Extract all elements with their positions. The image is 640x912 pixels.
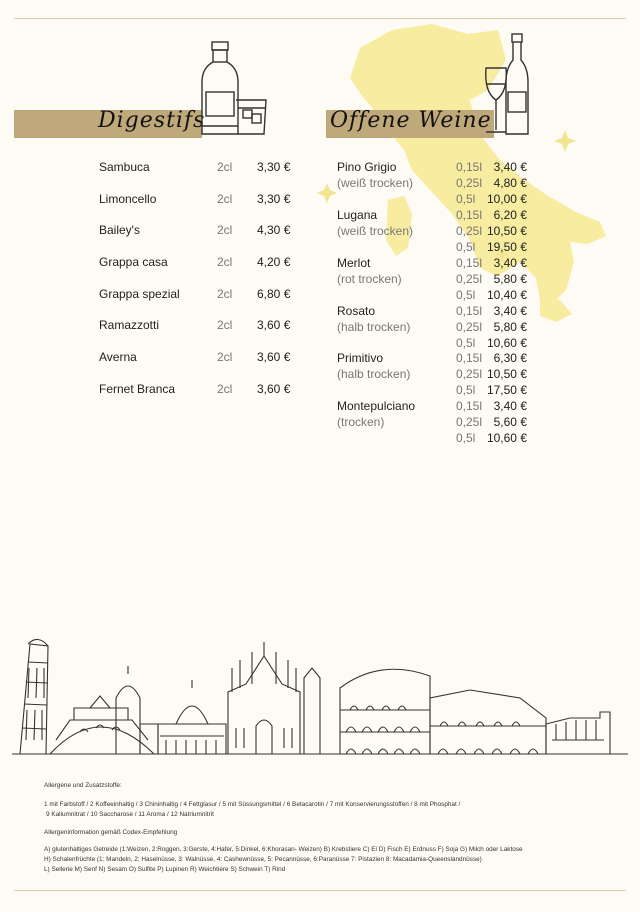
wine-size: 0,25l [456, 176, 483, 190]
wine-size: 0,5l [456, 336, 476, 350]
additives-line: 9 Kaliumnitrat / 10 Saccharose / 11 Aroma / 12 Natriumnitrit [46, 811, 214, 818]
digestif-volume: 2cl [217, 192, 233, 206]
wine-description: (trocken) [337, 415, 385, 429]
wine-size: 0,15l [456, 160, 483, 174]
allergens-line: L) Sellerie M) Senf N) Sesam O) Sulfite P) Lupinen R) Weichtiere S) Schwein T) Rind [44, 866, 286, 873]
digestifs-title: Digestifs [98, 108, 206, 133]
wine-size: 0,5l [456, 240, 476, 254]
wine-price: 3,40 € [493, 160, 527, 174]
wine-price: 3,40 € [493, 399, 527, 413]
digestif-price: 3,60 € [257, 318, 291, 332]
wine-name: Merlot [337, 256, 371, 270]
wine-size: 0,5l [456, 288, 476, 302]
italy-map-illustration [0, 0, 640, 340]
digestif-name: Grappa casa [99, 255, 168, 269]
liquor-bottle-icon [196, 38, 276, 142]
digestif-row [99, 160, 299, 176]
digestif-price: 4,30 € [257, 223, 291, 237]
wine-name: Rosato [337, 304, 376, 318]
wine-description: (rot trocken) [337, 272, 402, 286]
wine-description: (halb trocken) [337, 367, 411, 381]
digestif-name: Bailey's [99, 223, 140, 237]
wine-size: 0,25l [456, 415, 483, 429]
digestif-name: Averna [99, 350, 137, 364]
digestif-price: 3,30 € [257, 160, 291, 174]
digestif-volume: 2cl [217, 160, 233, 174]
digestif-volume: 2cl [217, 382, 233, 396]
wine-bottle-glass-icon [482, 30, 542, 138]
wine-price: 10,50 € [486, 224, 527, 238]
wine-description: (weiß trocken) [337, 176, 414, 190]
wine-name: Primitivo [337, 351, 384, 365]
digestif-price: 6,80 € [257, 287, 291, 301]
digestif-name: Sambuca [99, 160, 150, 174]
sparkle-icon [554, 130, 576, 152]
digestif-volume: 2cl [217, 223, 233, 237]
wine-price: 5,60 € [493, 415, 527, 429]
digestif-volume: 2cl [217, 318, 233, 332]
digestif-name: Ramazzotti [99, 318, 160, 332]
sparkle-icon [317, 183, 337, 203]
wine-price: 10,40 € [486, 288, 527, 302]
wine-name: Montepulciano [337, 399, 416, 413]
digestif-row [99, 318, 299, 334]
wine-price: 3,40 € [493, 256, 527, 270]
digestif-row [99, 223, 299, 239]
digestif-row [99, 382, 299, 398]
wine-price: 5,80 € [493, 272, 527, 286]
digestif-name: Limoncello [99, 192, 157, 206]
allergens-line: A) glutenhaltiges Getreide (1:Weizen, 2:Roggen, 3:Gerste, 4:Hafer, 5:Dinkel, 6:Khorasan- Weizen) B) Krebstiere C) Ei D) Fisch E) Erdnuss F) Soja G) Milch oder Laktose [44, 846, 523, 853]
digestif-row [99, 255, 299, 271]
wine-size: 0,5l [456, 383, 476, 397]
wine-price: 17,50 € [486, 383, 527, 397]
digestif-price: 3,60 € [257, 350, 291, 364]
wine-price: 3,40 € [493, 304, 527, 318]
digestif-row [99, 287, 299, 303]
wine-price: 10,00 € [486, 192, 527, 206]
digestif-price: 3,30 € [257, 192, 291, 206]
digestif-name: Fernet Branca [99, 382, 176, 396]
wine-size: 0,15l [456, 304, 483, 318]
wine-size: 0,5l [456, 431, 476, 445]
additives-line: 1 mit Farbstoff / 2 Koffeeinhaltig / 3 Chininhaltig / 4 Fettglasur / 5 mit Süssungsmittel / 6 Betacarotin / 7 mit Konservierungsstoffen / 8 mit Phosphat / [44, 801, 461, 808]
wine-price: 19,50 € [486, 240, 527, 254]
wine-price: 5,80 € [493, 320, 527, 334]
wine-size: 0,15l [456, 399, 483, 413]
wine-size: 0,25l [456, 367, 483, 381]
wine-price: 6,20 € [493, 208, 527, 222]
wine-size: 0,15l [456, 351, 483, 365]
wine-size: 0,25l [456, 272, 483, 286]
digestif-price: 4,20 € [257, 255, 291, 269]
wine-price: 10,50 € [486, 367, 527, 381]
bottom-divider [14, 890, 626, 891]
digestif-row [99, 350, 299, 366]
wine-price: 4,80 € [493, 176, 527, 190]
digestif-volume: 2cl [217, 350, 233, 364]
wine-size: 0,15l [456, 256, 483, 270]
italy-skyline-illustration [0, 628, 640, 760]
wine-price: 10,60 € [486, 336, 527, 350]
wine-size: 0,15l [456, 208, 483, 222]
wine-size: 0,25l [456, 224, 483, 238]
wines-title: Offene Weine [330, 108, 492, 133]
codex-heading: Allergeninformation gemäß Codex-Empfehlung [44, 829, 178, 836]
digestif-row [99, 192, 299, 208]
wine-price: 6,30 € [493, 351, 527, 365]
wine-name: Lugana [337, 208, 378, 222]
wine-size: 0,5l [456, 192, 476, 206]
digestif-volume: 2cl [217, 255, 233, 269]
allergens-heading: Allergene und Zusatzstoffe: [44, 782, 122, 789]
digestif-volume: 2cl [217, 287, 233, 301]
digestif-price: 3,60 € [257, 382, 291, 396]
wine-name: Pino Grigio [337, 160, 397, 174]
wine-price: 10,60 € [486, 431, 527, 445]
wine-size: 0,25l [456, 320, 483, 334]
digestif-name: Grappa spezial [99, 287, 180, 301]
allergens-line: H) Schalenfrüchte (1: Mandeln, 2: Haselnüsse, 3: Walnüsse, 4: Cashewnüsse, 5: Pecannüsse, 6:Paranüsse 7: Pistazien 8: Macadamia-Queenslandnüsse) [44, 856, 482, 863]
wine-description: (halb trocken) [337, 320, 411, 334]
wine-description: (weiß trocken) [337, 224, 414, 238]
